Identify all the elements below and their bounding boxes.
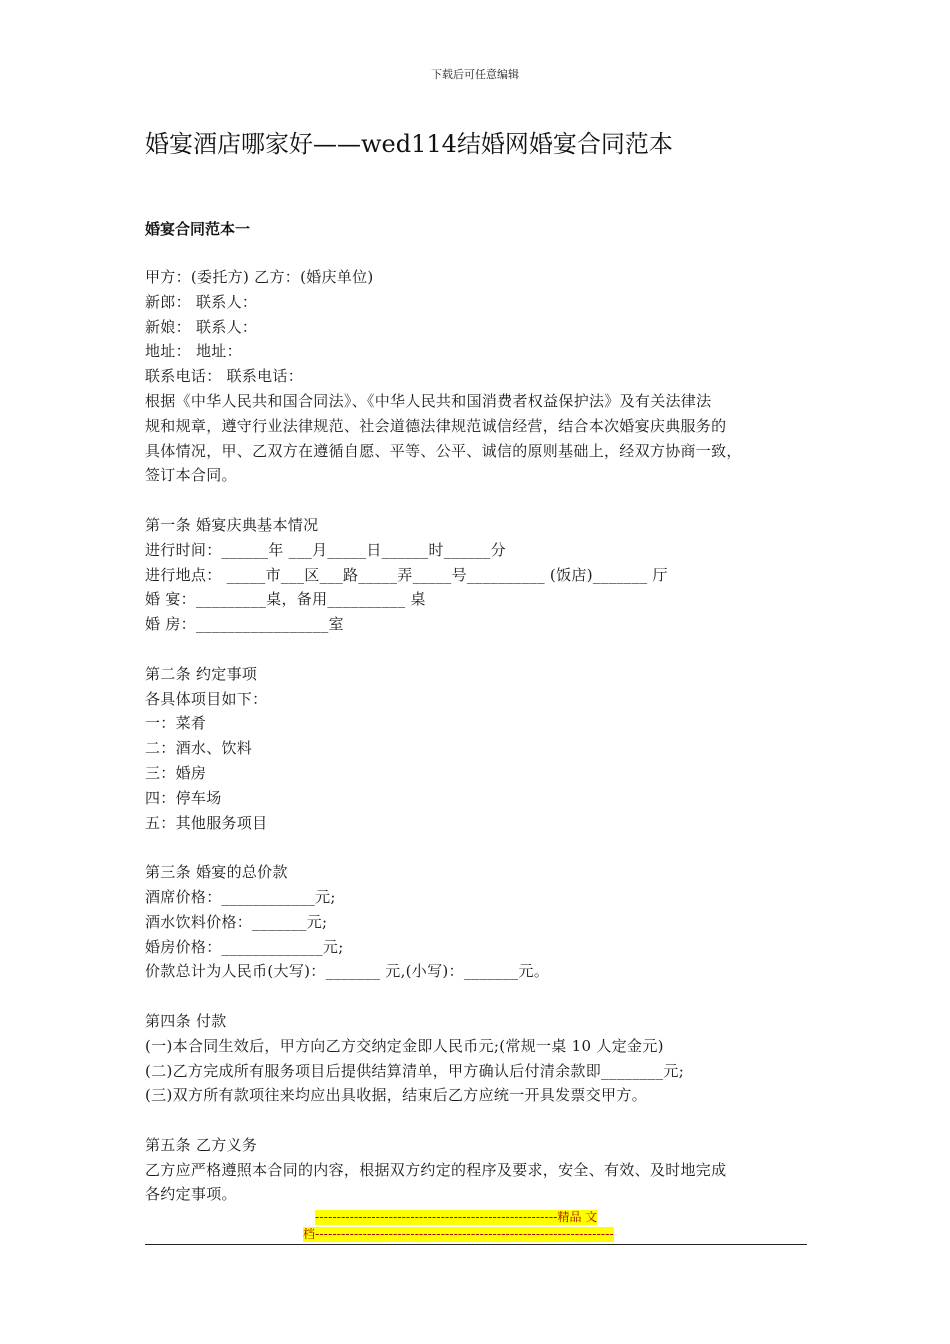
body-line: 地址： 地址：: [145, 342, 242, 361]
body-line: 第二条 约定事项: [145, 664, 258, 683]
paragraph-gap: [145, 835, 815, 860]
body-line: 五：其他服务项目: [145, 813, 268, 832]
body-line: 乙方应严格遵照本合同的内容，根据双方约定的程序及要求，安全、有效、及时地完成: [145, 1160, 727, 1179]
body-line: 进行地点： _____市___区___路_____弄_____号__________ (饭店)_______ 厅: [145, 565, 668, 584]
body-line: 第一条 婚宴庆典基本情况: [145, 515, 319, 534]
body-line: 各具体项目如下：: [145, 689, 268, 708]
body-line: (一)本合同生效后，甲方向乙方交纳定金即人民币元;(常规一桌 10 人定金元): [145, 1036, 664, 1055]
body-line: 价款总计为人民币(大写)：_______ 元,(小写)：_______元。: [145, 962, 550, 981]
footer-watermark-line-1: --------------------------------------------------------精品 文: [315, 1210, 598, 1224]
paragraph-gap: [145, 637, 815, 662]
body-line: 各约定事项。: [145, 1185, 237, 1204]
body-line: 二：酒水、饮料: [145, 739, 253, 758]
body-line: (二)乙方完成所有服务项目后提供结算清单，甲方确认后付清余款即________元;: [145, 1061, 685, 1080]
body-line: 一：菜肴: [145, 714, 207, 733]
header-note: 下载后可任意编辑: [431, 68, 519, 81]
body-line: 第三条 婚宴的总价款: [145, 863, 288, 882]
footer-watermark-line-2: 档---------------------------------------------------------------------: [303, 1227, 614, 1241]
footer-divider: [145, 1244, 807, 1245]
body-line: 四：停车场: [145, 788, 222, 807]
body-line: 甲方：(委托方) 乙方：(婚庆单位): [145, 268, 374, 286]
body-line: 进行时间：______年 ___月_____日______时______分: [145, 540, 506, 559]
body-line: 婚 房：_________________室: [145, 615, 344, 634]
body-line: (三)双方所有款项往来均应出具收据，结束后乙方应统一开具发票交甲方。: [145, 1086, 647, 1105]
body-line: 规和规章，遵守行业法律规范、社会道德法律规范诚信经营，结合本次婚宴庆典服务的: [145, 416, 727, 435]
contract-body: [145, 265, 815, 1207]
body-line: 婚 宴：_________桌，备用__________ 桌: [145, 590, 426, 609]
body-line: 新娘： 联系人：: [145, 317, 258, 336]
document-title: 婚宴酒店哪家好——wed114结婚网婚宴合同范本: [145, 130, 673, 158]
body-line: 第五条 乙方义务: [145, 1135, 258, 1154]
body-line: 联系电话： 联系电话：: [145, 367, 304, 386]
paragraph-gap: [145, 984, 815, 1009]
body-line: 三：婚房: [145, 763, 207, 782]
section-heading: 婚宴合同范本一: [145, 220, 251, 238]
body-line: 酒席价格：____________元;: [145, 887, 336, 906]
body-line: 新郎： 联系人：: [145, 292, 258, 311]
body-line: 具体情况，甲、乙双方在遵循自愿、平等、公平、诚信的原则基础上，经双方协商一致，: [145, 441, 742, 460]
body-line: 第四条 付款: [145, 1011, 227, 1030]
body-line: 酒水饮料价格：_______元;: [145, 912, 328, 931]
body-line: 根据《中华人民共和国合同法》、《中华人民共和国消费者权益保护法》及有关法律法: [145, 391, 712, 410]
body-line: 签订本合同。: [145, 466, 237, 485]
paragraph-gap: [145, 488, 815, 513]
paragraph-gap: [145, 1108, 815, 1133]
body-line: 婚房价格：_____________元;: [145, 937, 344, 956]
